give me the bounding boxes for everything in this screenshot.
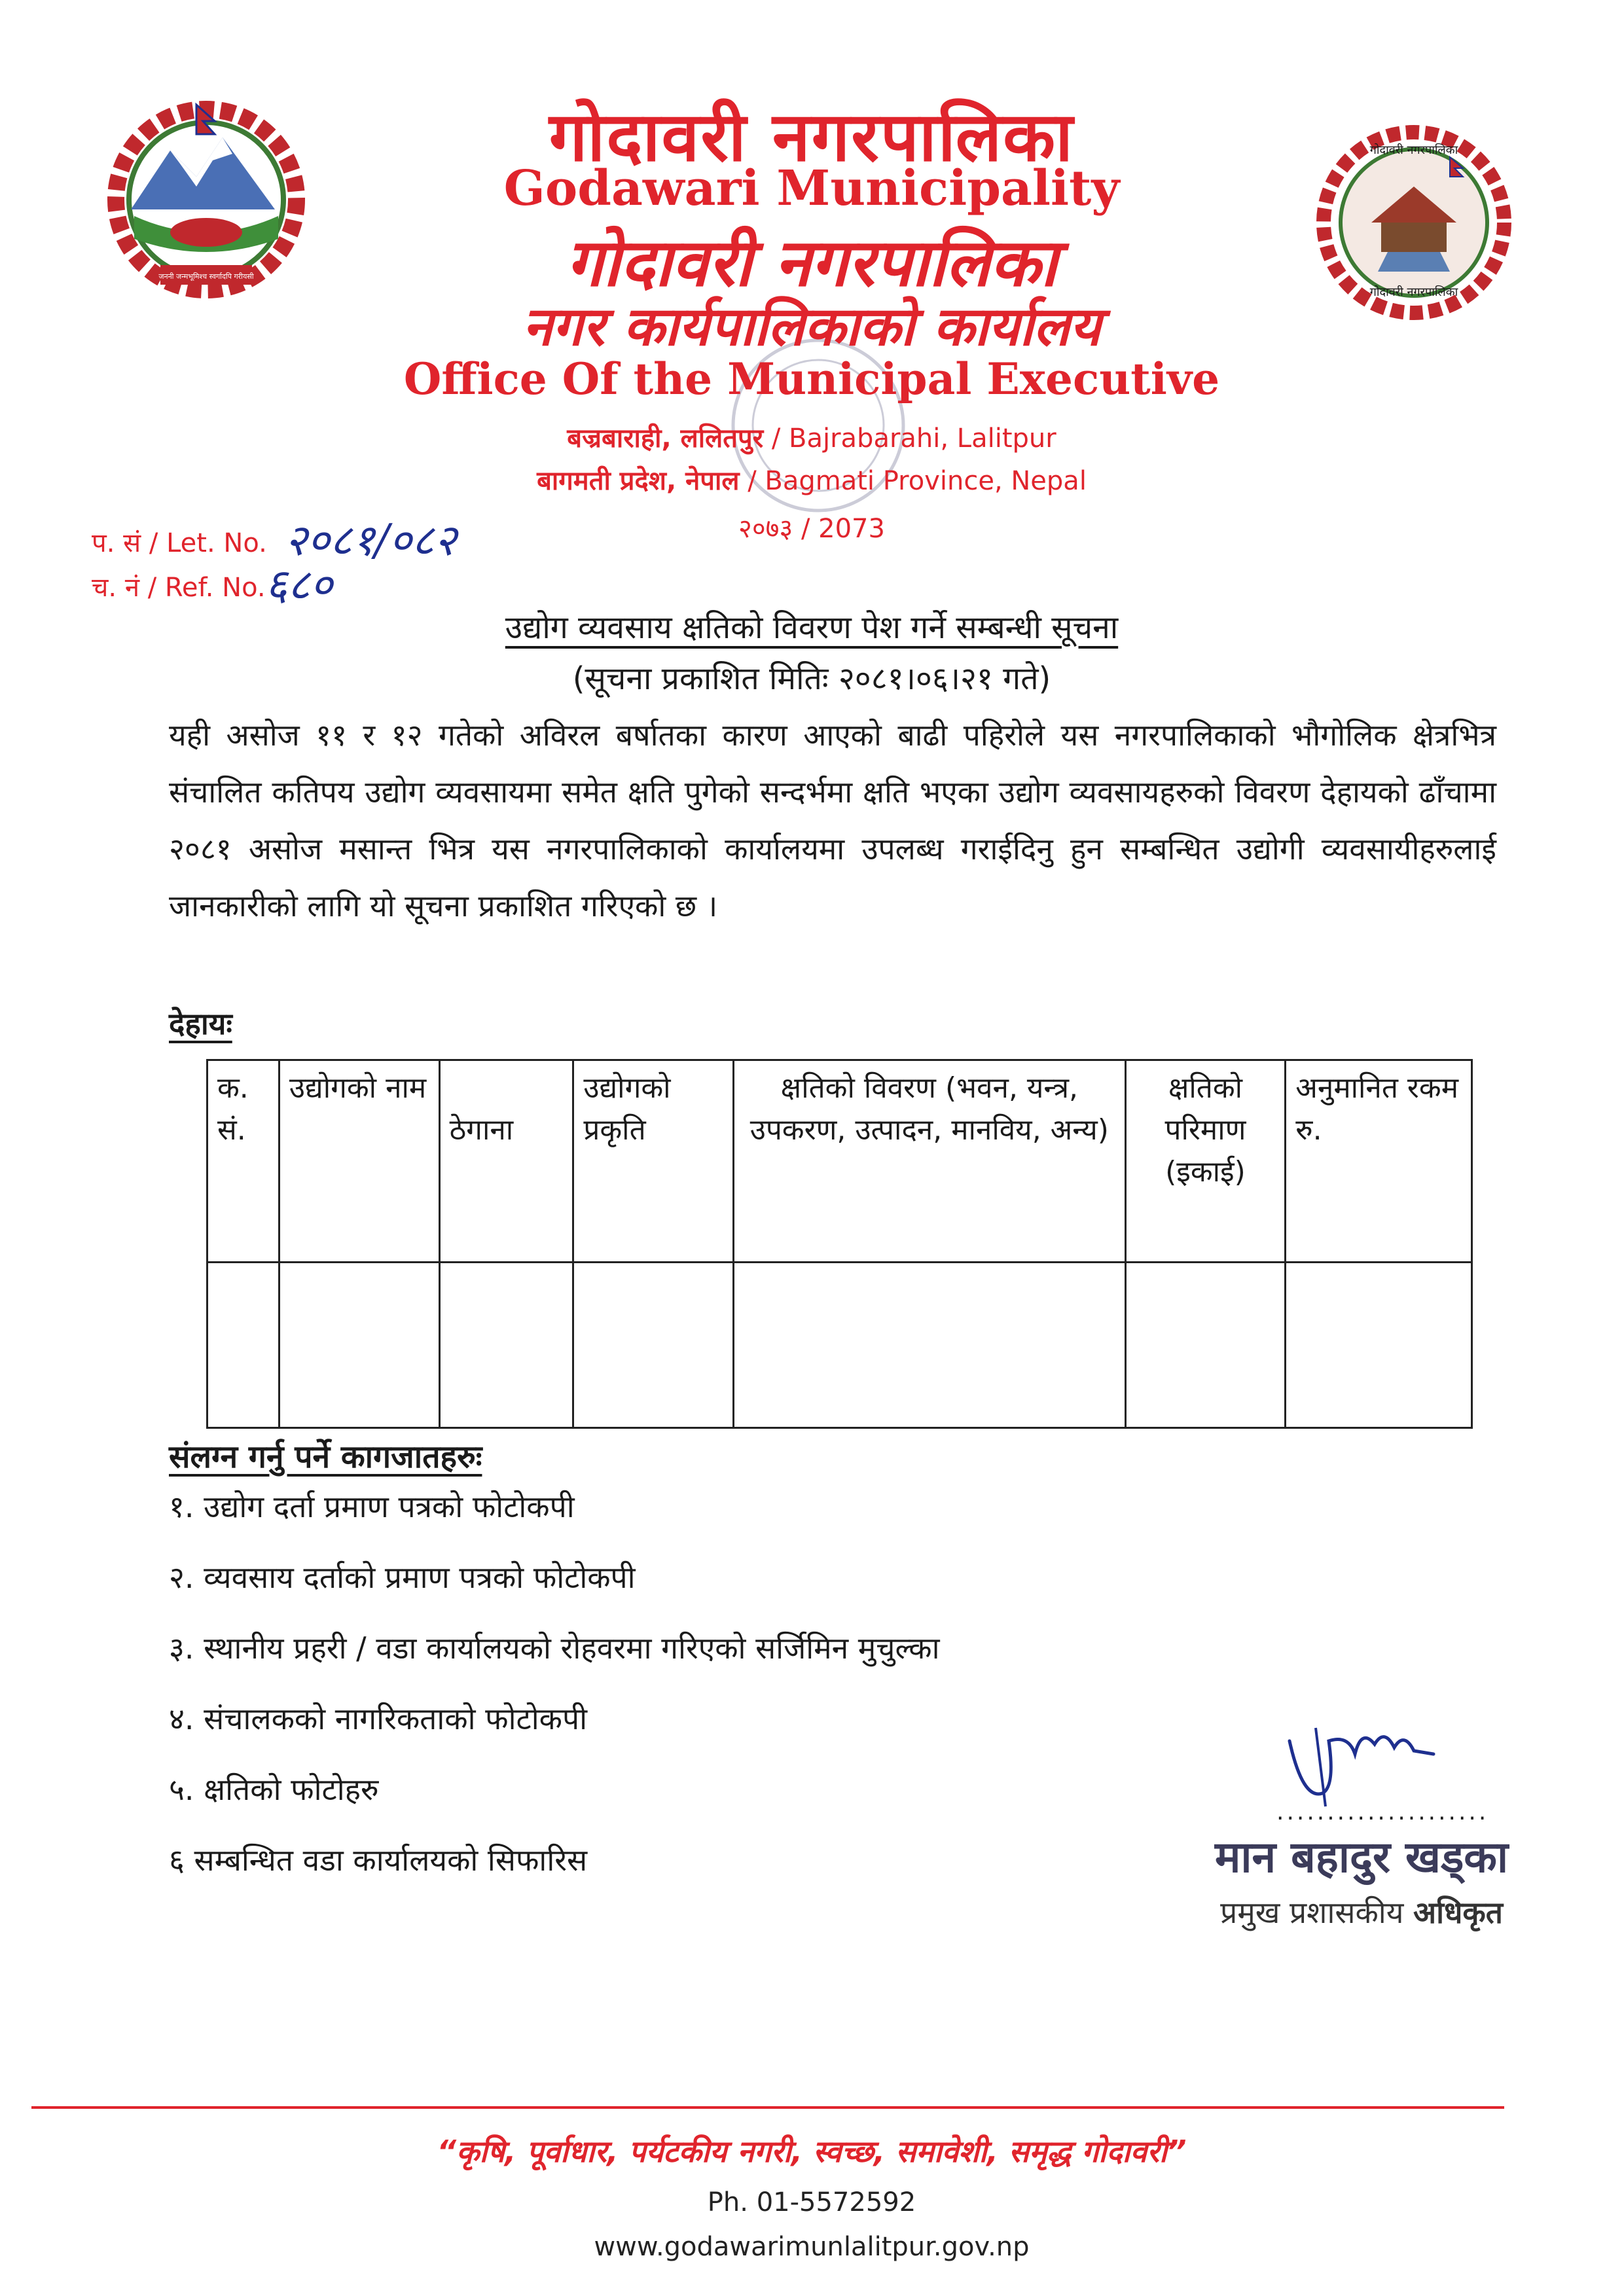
col-industry-name: उद्योगको नाम	[279, 1060, 439, 1263]
table-cell	[1125, 1263, 1286, 1428]
list-item: २. व्यवसाय दर्ताको प्रमाण पत्रको फोटोकपी	[169, 1560, 636, 1595]
letter-number-value: २०८१/०८२	[285, 515, 457, 565]
table-cell	[439, 1263, 573, 1428]
footer-website[interactable]: www.godawarimunlalitpur.gov.np	[594, 2232, 1030, 2262]
signatory-name: मान बहादुर खड्का	[1214, 1832, 1509, 1882]
table-row	[208, 1263, 1472, 1428]
reference-number-value: ६८०	[265, 560, 333, 610]
notice-subject: उद्योग व्यवसाय क्षतिको विवरण पेश गर्ने सम्बन्धी सूचना	[505, 609, 1119, 646]
established-year: २०७३ / 2073	[738, 514, 885, 544]
signatory-title-part2: अधिकृत	[1413, 1895, 1503, 1930]
table-header-row	[208, 1060, 1472, 1263]
list-item: ६ सम्बन्धित वडा कार्यालयको सिफारिस	[169, 1842, 588, 1878]
office-name-en: Office Of the Municipal Executive	[403, 353, 1220, 404]
emblem-motto: जननी जन्मभूमिश्च स्वर्गादपि गरीयसी	[158, 272, 254, 281]
municipality-name-np-stylized: गोदावरी नगरपालिका	[566, 224, 1058, 301]
municipality-seal-logo	[1309, 124, 1519, 321]
list-item: १. उद्योग दर्ता प्रमाण पत्रको फोटोकपी	[169, 1489, 575, 1524]
table-cell	[279, 1263, 439, 1428]
address1-np: बज्रबाराही, ललितपुर	[567, 423, 764, 454]
address1-en: Bajrabarahi, Lalitpur	[789, 423, 1056, 454]
table-cell	[1286, 1263, 1472, 1428]
seal-text-bottom: गोदावरी नगरपालिका	[1369, 285, 1458, 299]
footer-divider	[31, 2106, 1504, 2109]
signature-line: .....................	[1276, 1799, 1489, 1825]
reference-number	[92, 560, 333, 610]
table-cell	[734, 1263, 1126, 1428]
col-estimated-amount: अनुमानित रकम रु.	[1286, 1060, 1472, 1263]
table-cell	[573, 1263, 734, 1428]
address2-np: बागमती प्रदेश, नेपाल	[537, 466, 740, 496]
col-damage-details: क्षतिको विवरण (भवन, यन्त्र, उपकरण, उत्पादन, मानविय, अन्य)	[734, 1060, 1126, 1263]
notice-publish-date: (सूचना प्रकाशित मितिः २०८१।०६।२१ गते)	[572, 660, 1051, 697]
address2-en: Bagmati Province, Nepal	[765, 466, 1087, 496]
table-cell	[208, 1263, 280, 1428]
list-item: ५. क्षतिको फोटोहरु	[169, 1772, 379, 1807]
list-item: ४. संचालकको नागरिकताको फोटोकपी	[169, 1701, 588, 1736]
dehaya-label: देहायः	[169, 1006, 232, 1041]
office-name-np: नगर कार्यपालिकाको कार्यालय	[522, 296, 1101, 358]
signatory-title-part1: प्रमुख प्रशासकीय	[1220, 1895, 1404, 1930]
letter-number-label: प. सं / Let. No.	[92, 528, 267, 558]
list-item: ३. स्थानीय प्रहरी / वडा कार्यालयको रोहवरमा गरिएको सर्जिमिन मुचुल्का	[169, 1630, 940, 1666]
signatory-title	[1178, 1892, 1545, 1932]
notice-body: यही असोज ११ र १२ गतेको अविरल बर्षातका कारण आएको बाढी पहिरोले यस नगरपालिकाको भौगोलिक क्षेत्रभित्र संचालित कतिपय उद्योग व्यवसायमा समेत क्षति पुगेको सन्दर्भमा क्षति भएका उद्योग व्यवसायहरुको विवरण देहायको ढाँचामा २०८१ असोज मसान्त भित्र यस नगरपालिकाको कार्यालयमा उपलब्ध गराईदिनु हुन सम्बन्धित उद्योगी व्यवसायीहरुलाई जानकारीको लागि यो सूचना प्रकाशित गरिएको छ ।	[169, 717, 1496, 924]
col-damage-quantity: क्षतिको परिमाण (इकाई)	[1125, 1060, 1286, 1263]
col-address: ठेगाना	[439, 1060, 573, 1263]
municipality-name-np: गोदावरी नगरपालिका	[549, 96, 1075, 177]
attachments-list	[169, 1486, 940, 1910]
municipality-name-en: Godawari Municipality	[503, 160, 1120, 217]
col-serial: क. सं.	[208, 1060, 280, 1263]
footer-phone: Ph. 01-5572592	[707, 2187, 916, 2217]
col-industry-type: उद्योगको प्रकृति	[573, 1060, 734, 1263]
address-line-2: बागमती प्रदेश, नेपाल / Bagmati Province, Nepal	[537, 466, 1087, 496]
reference-number-label: च. नं / Ref. No.	[92, 573, 266, 603]
footer-slogan: “कृषि, पूर्वाधार, पर्यटकीय नगरी, स्वच्छ, समावेशी, समृद्ध गोदावरी”	[437, 2134, 1187, 2169]
seal-text-top: गोदावरी नगरपालिका	[1369, 143, 1458, 157]
address-line-1: बज्रबाराही, ललितपुर / Bajrabarahi, Lalitpur	[567, 423, 1056, 454]
nepal-emblem-logo	[98, 98, 314, 301]
damage-details-table	[206, 1059, 1473, 1429]
attachments-title: संलग्न गर्नु पर्ने कागजातहरुः	[169, 1439, 482, 1475]
letter-number	[92, 515, 457, 565]
